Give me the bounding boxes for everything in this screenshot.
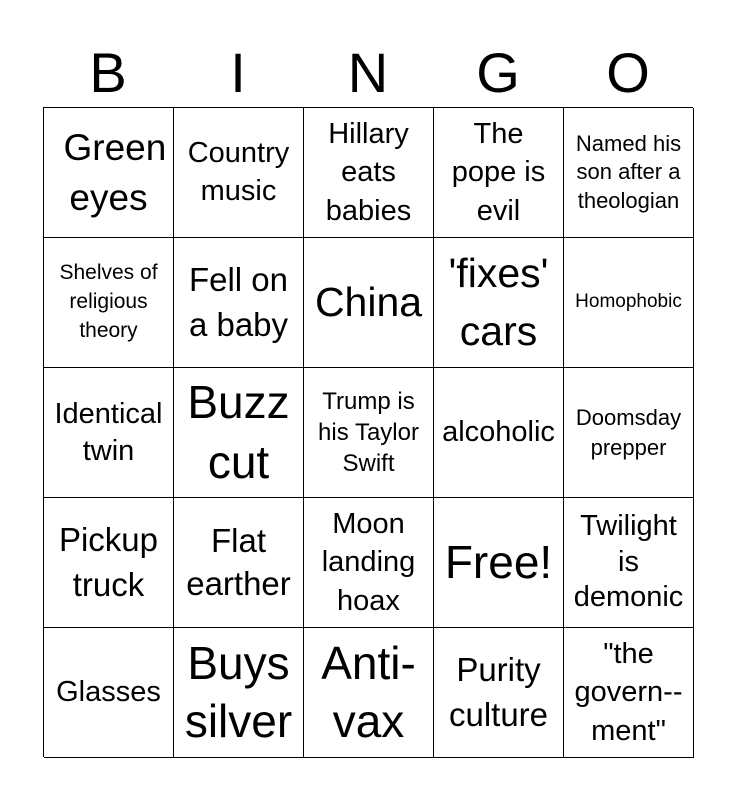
cell-label: Doomsday prepper — [575, 405, 682, 460]
bingo-header — [43, 38, 693, 108]
bingo-cell[interactable] — [174, 498, 304, 628]
cell-label: Anti-vax — [321, 637, 416, 747]
bingo-cell[interactable] — [174, 108, 304, 238]
header-letter-g: G — [476, 41, 520, 104]
cell-label: Buzz cut — [187, 375, 290, 488]
bingo-cell[interactable] — [564, 368, 694, 498]
bingo-cell[interactable] — [434, 498, 564, 628]
bingo-grid — [43, 107, 693, 757]
bingo-cell[interactable] — [44, 628, 174, 758]
bingo-cell[interactable] — [44, 238, 174, 368]
cell-label: Identical twin — [54, 397, 163, 467]
cell-label: Shelves of religious theory — [59, 261, 158, 342]
cell-label: Purity culture — [448, 650, 549, 733]
cell-label: Hillary eats babies — [325, 117, 412, 227]
bingo-cell[interactable] — [44, 498, 174, 628]
bingo-cell[interactable] — [434, 108, 564, 238]
header-letter-o: O — [606, 41, 650, 104]
bingo-cell[interactable] — [564, 108, 694, 238]
cell-label: Green eyes — [63, 126, 167, 218]
cell-label: Fell on a baby — [188, 260, 289, 343]
cell-label: alcoholic — [442, 416, 555, 449]
header-letter-i: I — [230, 41, 246, 104]
bingo-cell[interactable] — [304, 498, 434, 628]
cell-label: Homophobic — [575, 291, 682, 313]
cell-label: "the govern--ment" — [574, 637, 683, 747]
bingo-cell[interactable] — [304, 628, 434, 758]
bingo-cell[interactable] — [174, 628, 304, 758]
bingo-cell[interactable] — [434, 238, 564, 368]
cell-label: 'fixes' cars — [448, 250, 549, 354]
bingo-cell[interactable] — [564, 238, 694, 368]
bingo-cell[interactable] — [304, 238, 434, 368]
cell-label: Twilight is demonic — [573, 510, 684, 614]
cell-label: Country music — [187, 136, 290, 207]
cell-label: China — [314, 278, 423, 325]
bingo-cell[interactable] — [44, 108, 174, 238]
cell-label: Flat earther — [186, 521, 291, 602]
bingo-cell[interactable] — [174, 238, 304, 368]
cell-label: Glasses — [56, 676, 161, 709]
cell-label: Free! — [444, 535, 553, 588]
bingo-cell[interactable] — [304, 108, 434, 238]
cell-label: Named his son after a theologian — [575, 130, 682, 213]
bingo-cell[interactable] — [434, 368, 564, 498]
cell-label: Pickup truck — [58, 520, 159, 603]
cell-label: Moon landing hoax — [321, 507, 416, 617]
bingo-cell[interactable] — [564, 628, 694, 758]
bingo-cell[interactable] — [434, 628, 564, 758]
cell-label: The pope is evil — [451, 117, 546, 227]
bingo-cell[interactable] — [304, 368, 434, 498]
bingo-cell[interactable] — [174, 368, 304, 498]
header-letter-b: B — [89, 41, 127, 104]
header-letter-n: N — [347, 41, 389, 104]
cell-label: Trump is his Taylor Swift — [318, 387, 419, 478]
bingo-cell[interactable] — [564, 498, 694, 628]
cell-label: Buys silver — [184, 637, 293, 747]
bingo-cell[interactable] — [44, 368, 174, 498]
